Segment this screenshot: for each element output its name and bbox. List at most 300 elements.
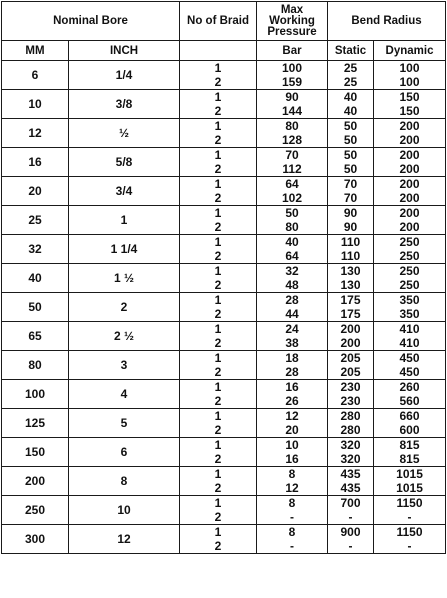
static-radius-cell-value: 700 <box>340 496 361 510</box>
static-radius-cell <box>328 351 374 380</box>
pressure-cell <box>257 351 328 380</box>
braid-cell-value: 2 <box>214 336 222 350</box>
static-radius-cell-values <box>328 148 373 176</box>
pressure-cell-value: 28 <box>285 365 299 379</box>
pressure-cell-value: 144 <box>282 104 303 118</box>
pressure-cell-value: 18 <box>285 351 299 365</box>
static-radius-cell-value: 175 <box>340 293 361 307</box>
pressure-cell-value: 159 <box>282 75 303 89</box>
static-radius-cell-value: 900 <box>340 525 361 539</box>
braid-cell <box>180 61 257 90</box>
pressure-cell-value: 12 <box>285 481 299 495</box>
pressure-cell-value: 64 <box>285 177 299 191</box>
pressure-cell-value: 12 <box>285 409 299 423</box>
mm-cell: 65 <box>2 322 69 351</box>
dynamic-radius-cell-values <box>374 119 445 147</box>
static-radius-cell-values <box>328 322 373 350</box>
static-radius-cell <box>328 177 374 206</box>
static-radius-cell-value: 70 <box>343 191 358 205</box>
static-radius-cell-value: 110 <box>340 249 361 263</box>
dynamic-radius-cell-values <box>374 235 445 263</box>
braid-cell <box>180 90 257 119</box>
static-radius-cell <box>328 293 374 322</box>
braid-cell-value: 2 <box>214 75 222 89</box>
braid-cell <box>180 148 257 177</box>
braid-cell-values <box>180 90 256 118</box>
braid-cell <box>180 206 257 235</box>
pressure-cell-values <box>257 119 327 147</box>
inch-cell: 3/4 <box>69 177 180 206</box>
static-radius-cell-value: 130 <box>340 278 361 292</box>
dynamic-radius-cell-value: - <box>407 539 412 553</box>
pressure-cell-value: 32 <box>285 264 299 278</box>
dynamic-radius-cell-value: 200 <box>399 162 420 176</box>
braid-cell-value: 1 <box>214 322 222 336</box>
braid-cell-value: 1 <box>214 177 222 191</box>
static-radius-cell-value: 280 <box>340 423 361 437</box>
pressure-cell-value: 90 <box>285 90 299 104</box>
static-radius-cell-values <box>328 525 373 553</box>
dynamic-radius-cell <box>374 496 446 525</box>
dynamic-radius-cell <box>374 264 446 293</box>
static-radius-cell-values <box>328 409 373 437</box>
mm-cell: 6 <box>2 61 69 90</box>
static-radius-cell-values <box>328 351 373 379</box>
braid-cell-values <box>180 148 256 176</box>
pressure-cell <box>257 264 328 293</box>
static-radius-cell-value: 90 <box>343 206 358 220</box>
table-row <box>2 438 446 467</box>
dynamic-radius-cell <box>374 322 446 351</box>
dynamic-radius-cell <box>374 351 446 380</box>
dynamic-radius-cell-value: 250 <box>399 235 420 249</box>
pressure-cell <box>257 322 328 351</box>
dynamic-radius-cell-value: 350 <box>399 307 420 321</box>
table-row <box>2 322 446 351</box>
dynamic-radius-cell-values <box>374 525 445 553</box>
hose-spec-table <box>1 1 446 554</box>
dynamic-radius-cell-value: 560 <box>399 394 420 408</box>
pressure-cell-value: 70 <box>285 148 299 162</box>
dynamic-radius-cell-values <box>374 61 445 89</box>
braid-cell <box>180 438 257 467</box>
pressure-cell-values <box>257 438 327 466</box>
pressure-cell-value: 48 <box>285 278 299 292</box>
static-radius-cell <box>328 380 374 409</box>
table-row <box>2 467 446 496</box>
pressure-cell <box>257 380 328 409</box>
table-row <box>2 90 446 119</box>
dynamic-radius-cell-values <box>374 322 445 350</box>
table-row <box>2 264 446 293</box>
pressure-cell-value: - <box>290 539 295 553</box>
braid-cell <box>180 525 257 554</box>
static-radius-cell <box>328 467 374 496</box>
braid-cell-value: 2 <box>214 365 222 379</box>
static-radius-cell-value: - <box>348 510 353 524</box>
subheader-dynamic: Dynamic <box>374 41 446 61</box>
dynamic-radius-cell-value: 200 <box>399 206 420 220</box>
pressure-cell-value: 80 <box>285 220 299 234</box>
pressure-cell <box>257 206 328 235</box>
pressure-cell-values <box>257 61 327 89</box>
static-radius-cell-values <box>328 90 373 118</box>
table-row <box>2 409 446 438</box>
pressure-cell <box>257 467 328 496</box>
static-radius-cell <box>328 322 374 351</box>
dynamic-radius-cell <box>374 148 446 177</box>
dynamic-radius-cell-value: 450 <box>399 365 420 379</box>
braid-cell <box>180 496 257 525</box>
braid-cell-value: 2 <box>214 423 222 437</box>
braid-cell <box>180 235 257 264</box>
braid-cell-value: 1 <box>214 525 222 539</box>
braid-cell-value: 2 <box>214 133 222 147</box>
pressure-cell-values <box>257 380 327 408</box>
pressure-cell <box>257 409 328 438</box>
subheader-inch: INCH <box>69 41 180 61</box>
static-radius-cell-value: 205 <box>340 351 361 365</box>
dynamic-radius-cell-values <box>374 90 445 118</box>
table-row <box>2 351 446 380</box>
dynamic-radius-cell-values <box>374 496 445 524</box>
inch-cell: 1 <box>69 206 180 235</box>
static-radius-cell-value: 280 <box>340 409 361 423</box>
pressure-cell-values <box>257 206 327 234</box>
inch-cell: 2 <box>69 293 180 322</box>
pressure-cell-values <box>257 293 327 321</box>
dynamic-radius-cell-value: 150 <box>399 90 420 104</box>
pressure-cell-value: 40 <box>285 235 299 249</box>
pressure-cell-value: 44 <box>285 307 299 321</box>
inch-cell: 1/4 <box>69 61 180 90</box>
static-radius-cell-value: 320 <box>340 452 361 466</box>
static-radius-cell <box>328 90 374 119</box>
inch-cell: 12 <box>69 525 180 554</box>
static-radius-cell <box>328 525 374 554</box>
static-radius-cell-value: 90 <box>343 220 358 234</box>
dynamic-radius-cell-value: - <box>407 510 412 524</box>
mm-cell: 50 <box>2 293 69 322</box>
subheader-braid-blank <box>180 41 257 61</box>
static-radius-cell-value: 25 <box>343 75 358 89</box>
pressure-cell-value: 112 <box>282 162 302 176</box>
pressure-cell-values <box>257 409 327 437</box>
dynamic-radius-cell-value: 660 <box>399 409 420 423</box>
dynamic-radius-cell-value: 100 <box>399 61 420 75</box>
dynamic-radius-cell-value: 410 <box>399 336 420 350</box>
dynamic-radius-cell-values <box>374 264 445 292</box>
static-radius-cell <box>328 148 374 177</box>
pressure-cell-value: 20 <box>285 423 299 437</box>
mm-cell: 250 <box>2 496 69 525</box>
dynamic-radius-cell-value: 250 <box>399 249 420 263</box>
pressure-cell-values <box>257 235 327 263</box>
dynamic-radius-cell-value: 815 <box>399 438 420 452</box>
pressure-cell <box>257 90 328 119</box>
static-radius-cell-value: 230 <box>340 380 361 394</box>
pressure-cell <box>257 119 328 148</box>
dynamic-radius-cell <box>374 467 446 496</box>
pressure-cell-values <box>257 148 327 176</box>
braid-cell-value: 1 <box>214 438 222 452</box>
dynamic-radius-cell-values <box>374 206 445 234</box>
pressure-cell-value: 128 <box>282 133 303 147</box>
braid-cell-value: 1 <box>214 409 222 423</box>
inch-cell: ½ <box>69 119 180 148</box>
braid-cell-values <box>180 467 256 495</box>
pressure-cell-values <box>257 467 327 495</box>
braid-cell-value: 1 <box>214 148 222 162</box>
dynamic-radius-cell-value: 1150 <box>396 525 423 539</box>
dynamic-radius-cell-value: 1015 <box>396 481 423 495</box>
static-radius-cell-value: 435 <box>340 481 361 495</box>
static-radius-cell-values <box>328 496 373 524</box>
static-radius-cell-values <box>328 380 373 408</box>
braid-cell <box>180 351 257 380</box>
braid-cell-value: 2 <box>214 191 222 205</box>
mm-cell: 150 <box>2 438 69 467</box>
static-radius-cell-value: 50 <box>343 162 358 176</box>
static-radius-cell-value: - <box>348 539 353 553</box>
dynamic-radius-cell <box>374 409 446 438</box>
pressure-cell-value: 64 <box>285 249 299 263</box>
braid-cell-values <box>180 293 256 321</box>
braid-cell-value: 2 <box>214 481 222 495</box>
header-mwp-line-3: Pressure <box>267 25 317 38</box>
table-row <box>2 206 446 235</box>
static-radius-cell-values <box>328 177 373 205</box>
mm-cell: 20 <box>2 177 69 206</box>
dynamic-radius-cell-values <box>374 409 445 437</box>
mm-cell: 12 <box>2 119 69 148</box>
mm-cell: 25 <box>2 206 69 235</box>
static-radius-cell-value: 70 <box>343 177 358 191</box>
table-row <box>2 293 446 322</box>
braid-cell <box>180 293 257 322</box>
pressure-cell-value: 100 <box>282 61 303 75</box>
braid-cell <box>180 177 257 206</box>
braid-cell <box>180 322 257 351</box>
static-radius-cell <box>328 496 374 525</box>
pressure-cell <box>257 525 328 554</box>
header-mwp-line-1: Max <box>280 3 304 16</box>
inch-cell: 8 <box>69 467 180 496</box>
static-radius-cell <box>328 409 374 438</box>
static-radius-cell-value: 50 <box>343 148 358 162</box>
static-radius-cell-value: 110 <box>340 235 361 249</box>
braid-cell-value: 2 <box>214 162 222 176</box>
inch-cell: 1 ½ <box>69 264 180 293</box>
inch-cell: 3/8 <box>69 90 180 119</box>
mm-cell: 125 <box>2 409 69 438</box>
dynamic-radius-cell-values <box>374 351 445 379</box>
pressure-cell-value: 16 <box>285 452 299 466</box>
dynamic-radius-cell <box>374 206 446 235</box>
inch-cell: 10 <box>69 496 180 525</box>
table-row <box>2 119 446 148</box>
dynamic-radius-cell-value: 260 <box>399 380 420 394</box>
static-radius-cell <box>328 61 374 90</box>
pressure-cell-values <box>257 525 327 553</box>
dynamic-radius-cell-value: 1150 <box>396 496 423 510</box>
braid-cell-value: 1 <box>214 90 222 104</box>
braid-cell-value: 2 <box>214 249 222 263</box>
static-radius-cell-values <box>328 119 373 147</box>
dynamic-radius-cell-value: 200 <box>399 133 420 147</box>
dynamic-radius-cell-value: 250 <box>399 278 420 292</box>
pressure-cell-value: 80 <box>285 119 299 133</box>
dynamic-radius-cell-value: 600 <box>399 423 420 437</box>
braid-cell <box>180 264 257 293</box>
braid-cell-value: 1 <box>214 380 222 394</box>
pressure-cell-value: 10 <box>285 438 299 452</box>
braid-cell-value: 1 <box>214 206 222 220</box>
table-row <box>2 496 446 525</box>
braid-cell-values <box>180 119 256 147</box>
static-radius-cell-value: 200 <box>340 322 361 336</box>
pressure-cell-value: 38 <box>285 336 299 350</box>
dynamic-radius-cell-value: 200 <box>399 191 420 205</box>
dynamic-radius-cell-value: 1015 <box>396 467 423 481</box>
static-radius-cell <box>328 235 374 264</box>
dynamic-radius-cell-value: 815 <box>399 452 420 466</box>
subheader-bar: Bar <box>257 41 328 61</box>
pressure-cell-value: 8 <box>288 496 296 510</box>
subheader-mm: MM <box>2 41 69 61</box>
pressure-cell-value: 24 <box>285 322 299 336</box>
braid-cell-value: 1 <box>214 467 222 481</box>
header-row <box>2 2 446 41</box>
pressure-cell-value: - <box>290 510 295 524</box>
static-radius-cell <box>328 264 374 293</box>
dynamic-radius-cell-values <box>374 293 445 321</box>
pressure-cell-values <box>257 322 327 350</box>
braid-cell <box>180 467 257 496</box>
dynamic-radius-cell-values <box>374 148 445 176</box>
static-radius-cell-value: 230 <box>340 394 361 408</box>
braid-cell-values <box>180 438 256 466</box>
table-row <box>2 177 446 206</box>
dynamic-radius-cell-values <box>374 380 445 408</box>
static-radius-cell <box>328 438 374 467</box>
static-radius-cell-value: 320 <box>340 438 361 452</box>
braid-cell-value: 1 <box>214 496 222 510</box>
dynamic-radius-cell-value: 350 <box>399 293 420 307</box>
dynamic-radius-cell-values <box>374 438 445 466</box>
dynamic-radius-cell-value: 200 <box>399 220 420 234</box>
static-radius-cell-values <box>328 438 373 466</box>
table-row <box>2 380 446 409</box>
dynamic-radius-cell-value: 100 <box>399 75 420 89</box>
static-radius-cell-value: 200 <box>340 336 361 350</box>
dynamic-radius-cell <box>374 177 446 206</box>
dynamic-radius-cell-value: 150 <box>399 104 420 118</box>
static-radius-cell-value: 50 <box>343 133 358 147</box>
pressure-cell-value: 50 <box>285 206 299 220</box>
inch-cell: 5/8 <box>69 148 180 177</box>
pressure-cell-value: 8 <box>288 467 296 481</box>
mm-cell: 32 <box>2 235 69 264</box>
header-nominal-bore: Nominal Bore <box>2 2 180 41</box>
braid-cell-value: 2 <box>214 510 222 524</box>
header-bend-radius: Bend Radius <box>328 2 446 41</box>
braid-cell-value: 1 <box>214 235 222 249</box>
pressure-cell <box>257 235 328 264</box>
dynamic-radius-cell-value: 410 <box>399 322 420 336</box>
pressure-cell-value: 28 <box>285 293 299 307</box>
braid-cell-values <box>180 380 256 408</box>
braid-cell-value: 2 <box>214 539 222 553</box>
table-row <box>2 148 446 177</box>
static-radius-cell-values <box>328 235 373 263</box>
static-radius-cell-values <box>328 264 373 292</box>
inch-cell: 1 1/4 <box>69 235 180 264</box>
inch-cell: 3 <box>69 351 180 380</box>
inch-cell: 4 <box>69 380 180 409</box>
static-radius-cell-values <box>328 293 373 321</box>
dynamic-radius-cell <box>374 380 446 409</box>
pressure-cell <box>257 438 328 467</box>
braid-cell-value: 1 <box>214 61 222 75</box>
pressure-cell-values <box>257 351 327 379</box>
braid-cell <box>180 409 257 438</box>
pressure-cell <box>257 293 328 322</box>
subheader-static: Static <box>328 41 374 61</box>
mm-cell: 10 <box>2 90 69 119</box>
mm-cell: 40 <box>2 264 69 293</box>
pressure-cell <box>257 61 328 90</box>
mm-cell: 16 <box>2 148 69 177</box>
table-row <box>2 525 446 554</box>
braid-cell-value: 1 <box>214 293 222 307</box>
static-radius-cell-value: 50 <box>343 119 358 133</box>
mm-cell: 200 <box>2 467 69 496</box>
braid-cell-values <box>180 351 256 379</box>
braid-cell-value: 1 <box>214 264 222 278</box>
mm-cell: 100 <box>2 380 69 409</box>
braid-cell-value: 2 <box>214 307 222 321</box>
pressure-cell-value: 102 <box>282 191 303 205</box>
dynamic-radius-cell <box>374 90 446 119</box>
dynamic-radius-cell <box>374 61 446 90</box>
braid-cell-values <box>180 525 256 553</box>
subheader-row <box>2 41 446 61</box>
pressure-cell-value: 8 <box>288 525 296 539</box>
dynamic-radius-cell-value: 250 <box>399 264 420 278</box>
braid-cell <box>180 380 257 409</box>
inch-cell: 6 <box>69 438 180 467</box>
static-radius-cell-values <box>328 206 373 234</box>
braid-cell-value: 2 <box>214 452 222 466</box>
braid-cell-values <box>180 264 256 292</box>
dynamic-radius-cell-values <box>374 467 445 495</box>
static-radius-cell-value: 435 <box>340 467 361 481</box>
braid-cell-value: 1 <box>214 119 222 133</box>
dynamic-radius-cell <box>374 438 446 467</box>
dynamic-radius-cell <box>374 119 446 148</box>
static-radius-cell-value: 205 <box>340 365 361 379</box>
braid-cell-value: 2 <box>214 394 222 408</box>
pressure-cell <box>257 177 328 206</box>
pressure-cell <box>257 148 328 177</box>
static-radius-cell-values <box>328 467 373 495</box>
braid-cell-value: 2 <box>214 104 222 118</box>
braid-cell-values <box>180 409 256 437</box>
header-mwp-line-2: Working <box>269 14 315 27</box>
braid-cell-values <box>180 235 256 263</box>
dynamic-radius-cell-value: 200 <box>399 177 420 191</box>
